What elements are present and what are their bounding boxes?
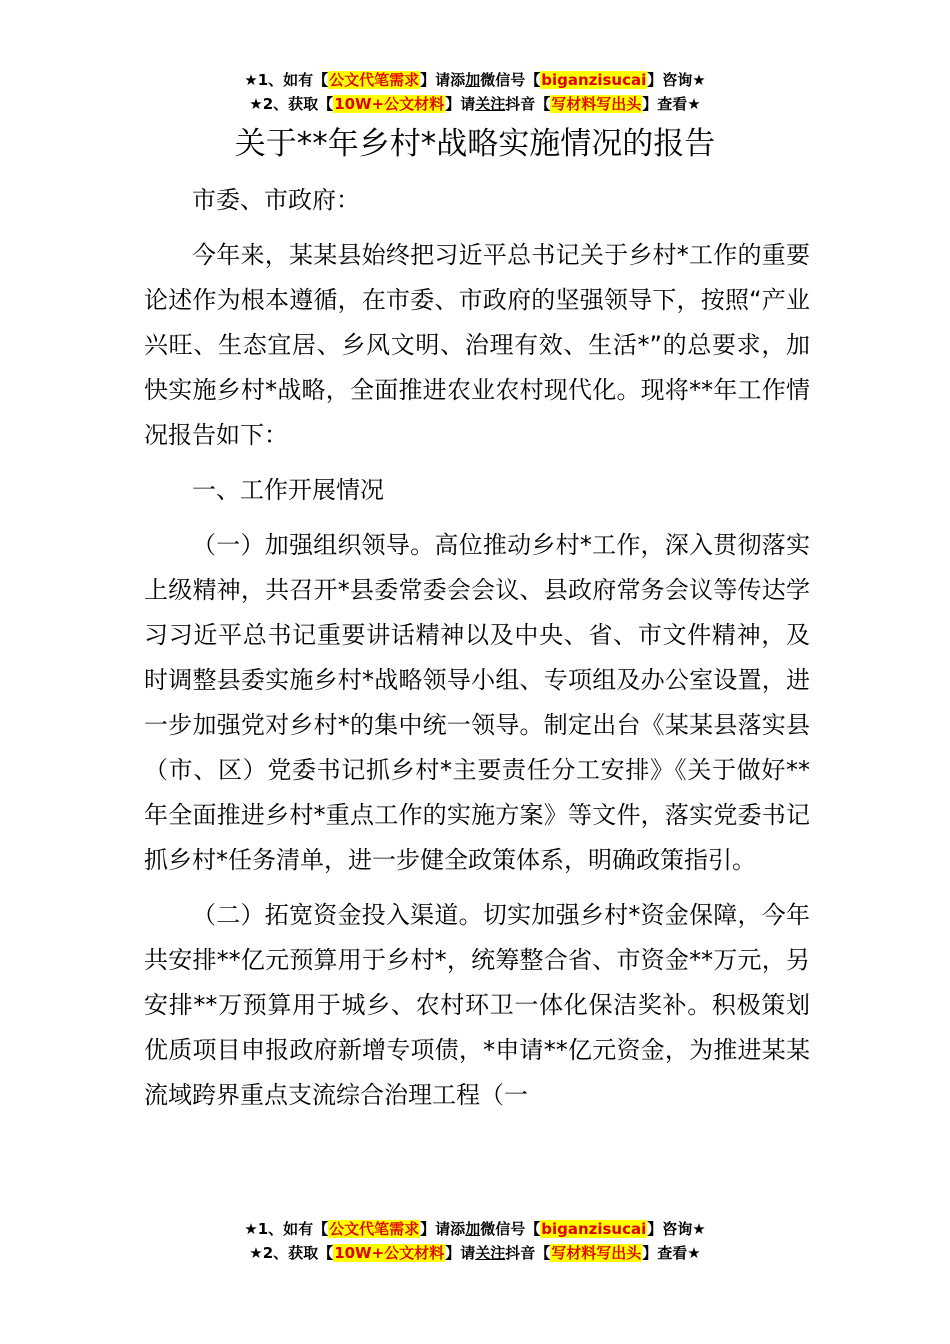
paragraph-intro: 今年来，某某县始终把习近平总书记关于乡村*工作的重要论述作为根本遵循，在市委、市政府的坚强领导下，按照“产业兴旺、生态宜居、乡风文明、治理有效、生活*”的总要求，加快实施乡村*战略，全面推进农业农村现代化。现将**年工作情况报告如下： bbox=[144, 241, 810, 449]
paragraph-funding: （二）拓宽资金投入渠道。切实加强乡村*资金保障，今年共安排**亿元预算用于乡村*，统筹整合省、市资金**万元，另安排**万预算用于城乡、农村环卫一体化保洁奖补。积极策划优质项目申报政府新增专项债，*申请**亿元资金，为推进某某流域跨界重点支流综合治理工程（一 bbox=[144, 901, 810, 1109]
promo-line-2-bottom: ★2、获取【10W+公文材料】请关注抖音【写材料写出头】查看★ bbox=[249, 1244, 701, 1262]
highlight-douyin: 写材料写出头 bbox=[551, 95, 642, 113]
document-body bbox=[144, 178, 810, 1118]
promo-line-1: ★1、如有【公文代笔需求】请添加微信号【biganzisucai】咨询★ bbox=[244, 71, 706, 89]
highlight-douyin: 写材料写出头 bbox=[551, 1244, 642, 1262]
promo-banner-bottom bbox=[0, 1217, 950, 1265]
section-heading: 一、工作开展情况 bbox=[192, 476, 384, 504]
paragraph-organization: （一）加强组织领导。高位推动乡村*工作，深入贯彻落实上级精神，共召开*县委常委会会议、县政府常务会议等传达学习习近平总书记重要讲话精神以及中央、省、市文件精神，及时调整县委实施乡村*战略领导小组、专项组及办公室设置，进一步加强党对乡村*的集中统一领导。制定出台《某某县落实县（市、区）党委书记抓乡村*主要责任分工安排》《关于做好**年全面推进乡村*重点工作的实施方案》等文件，落实党委书记抓乡村*任务清单，进一步健全政策体系，明确政策指引。 bbox=[144, 531, 810, 874]
promo-banner-top bbox=[0, 68, 950, 116]
salutation: 市委、市政府： bbox=[192, 186, 360, 214]
highlight-wechat-id: biganzisucai bbox=[541, 1220, 647, 1238]
promo-line-2: ★2、获取【10W+公文材料】请关注抖音【写材料写出头】查看★ bbox=[249, 95, 701, 113]
highlight-wechat-id: biganzisucai bbox=[541, 71, 647, 89]
highlight-service: 公文代笔需求 bbox=[329, 1220, 420, 1238]
highlight-materials: 10W+公文材料 bbox=[334, 1244, 445, 1262]
promo-line-1-bottom: ★1、如有【公文代笔需求】请添加微信号【biganzisucai】咨询★ bbox=[244, 1220, 706, 1238]
highlight-service: 公文代笔需求 bbox=[329, 71, 420, 89]
document-title: 关于**年乡村*战略实施情况的报告 bbox=[234, 126, 716, 162]
highlight-materials: 10W+公文材料 bbox=[334, 95, 445, 113]
